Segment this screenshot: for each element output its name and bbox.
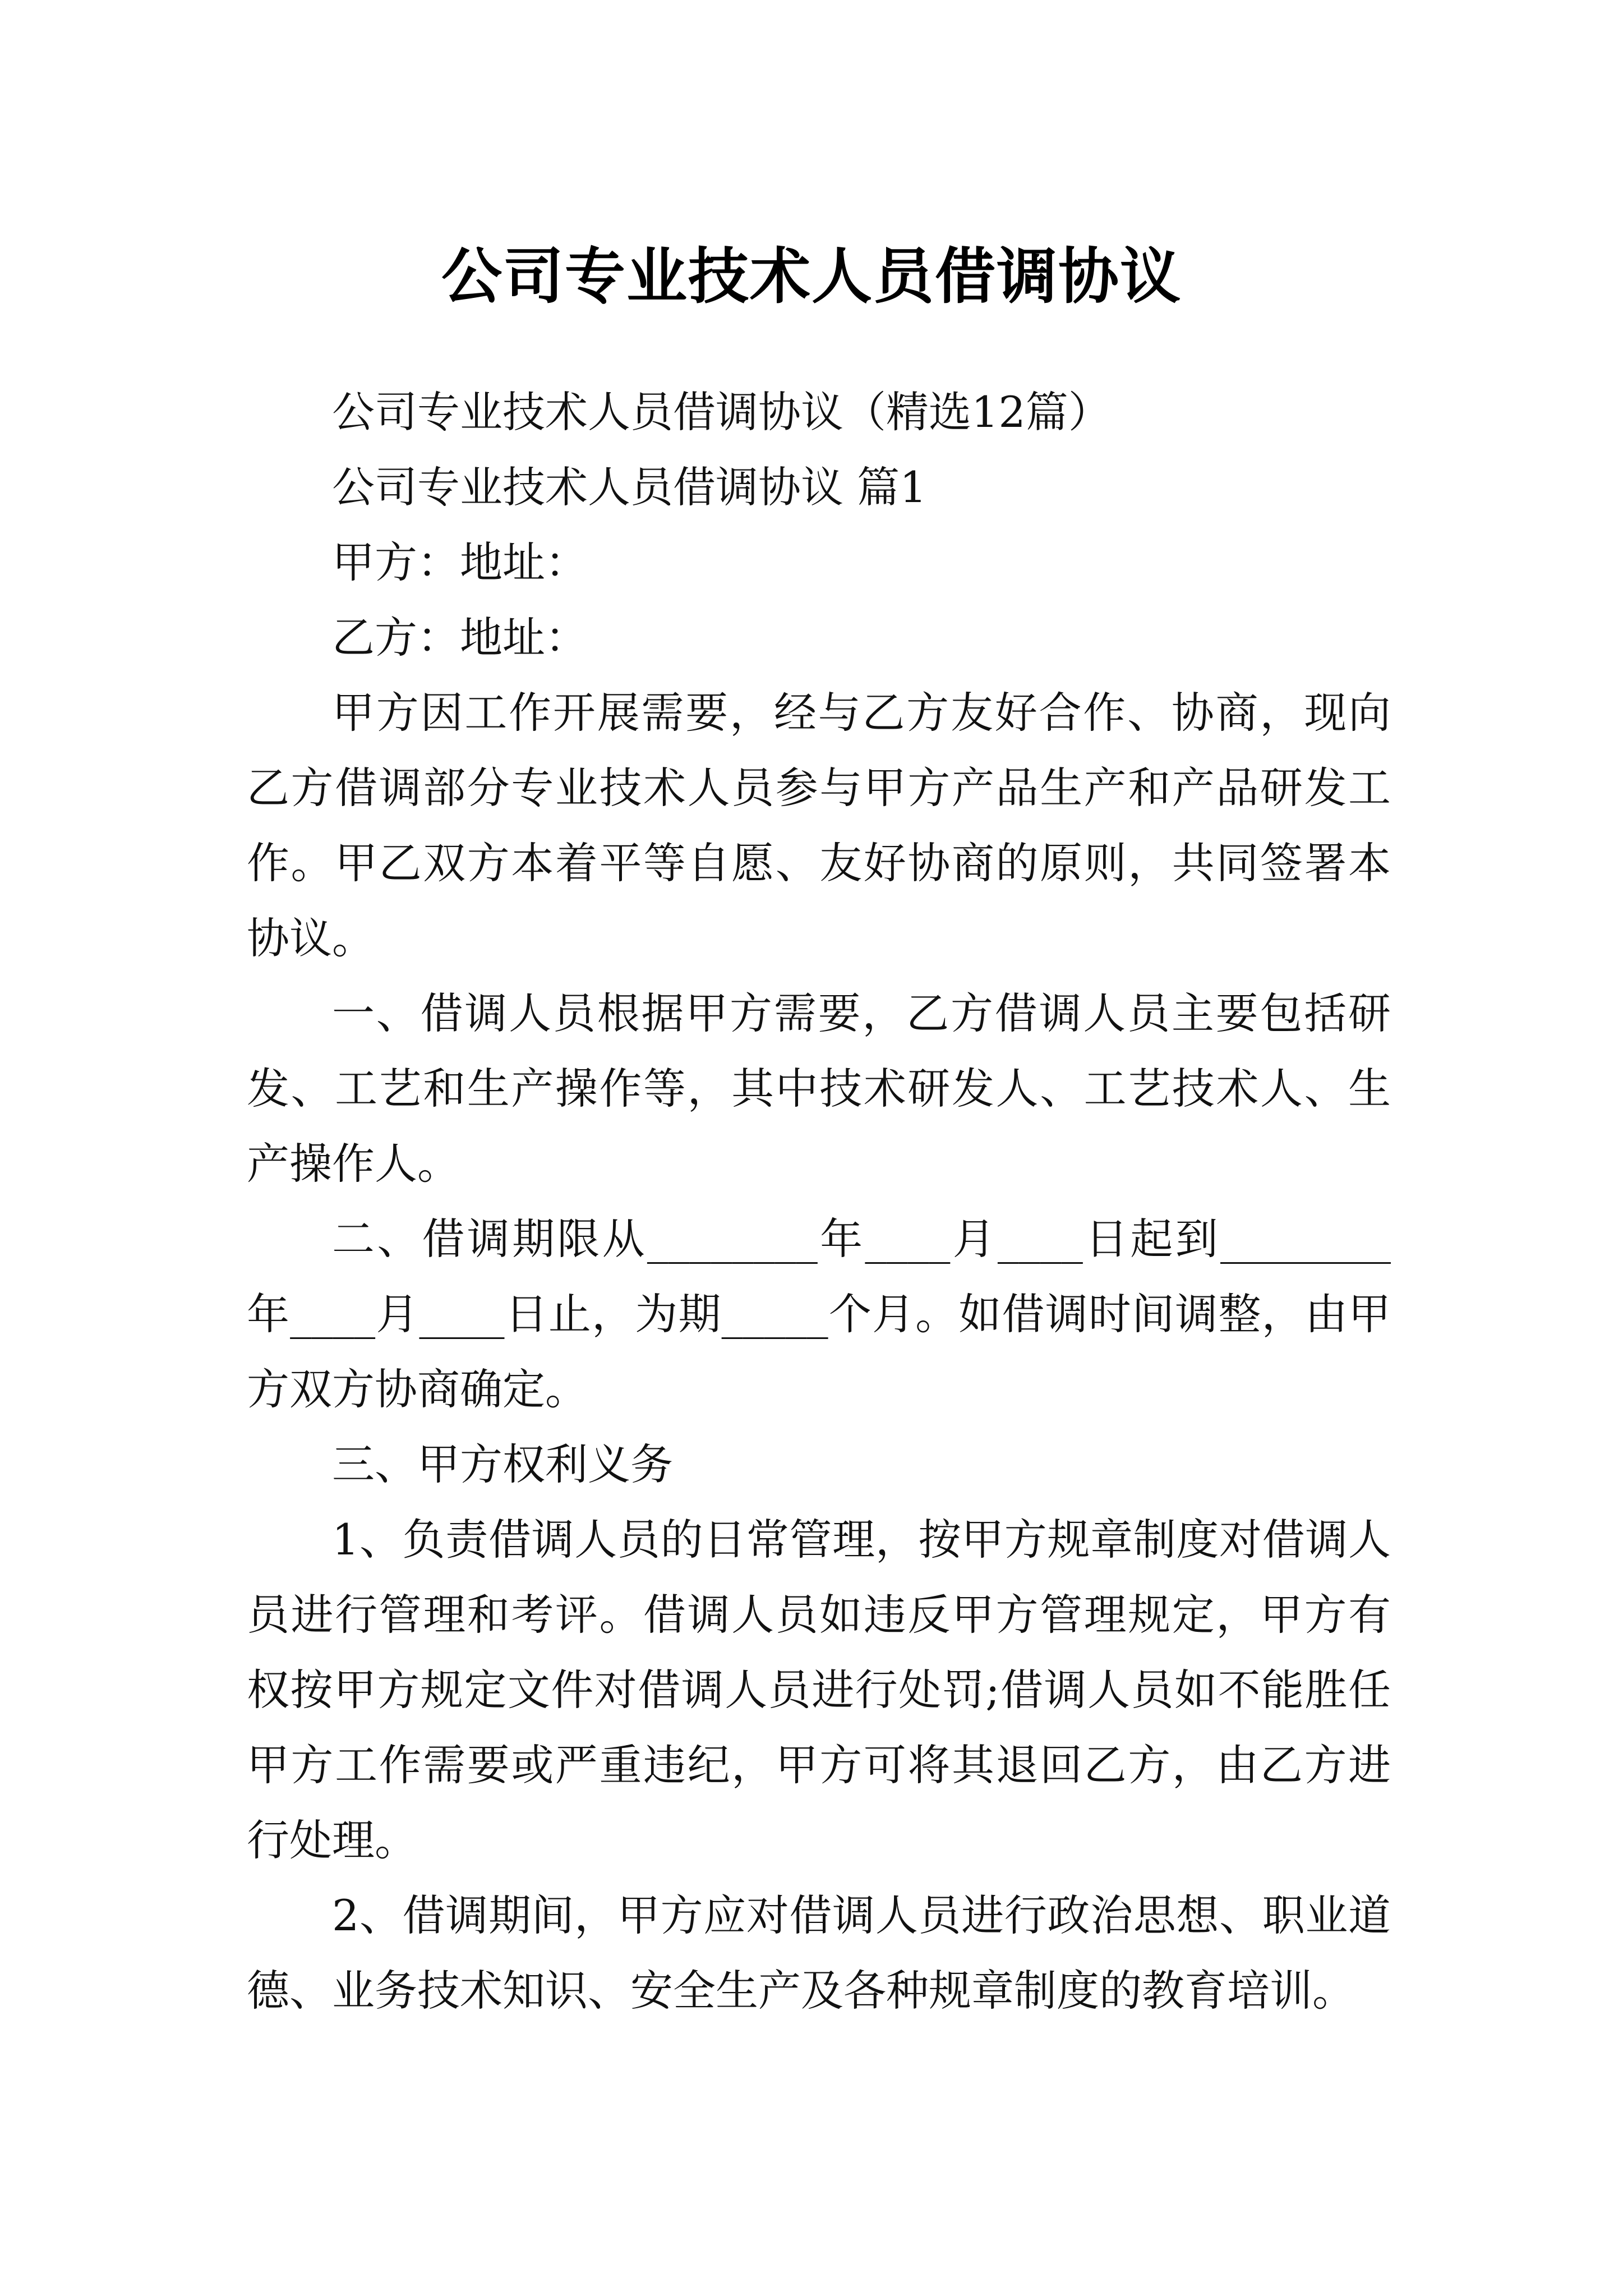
paragraph-subtitle: 公司专业技术人员借调协议（精选12篇） [332,387,1111,437]
document-body [247,375,1391,2028]
document-title: 公司专业技术人员借调协议 [441,242,1182,312]
paragraph-clause-1: 一、借调人员根据甲方需要，乙方借调人员主要包括研发、工艺和生产操作等，其中技术研发人、工艺技术人、生产操作人。 [247,988,1391,1189]
paragraph-clause-3-item-1: 1、负责借调人员的日常管理，按甲方规章制度对借调人员进行管理和考评。借调人员如违反甲方管理规定，甲方有权按甲方规定文件对借调人员进行处罚;借调人员如不能胜任甲方工作需要或严重违纪，甲方可将其退回乙方，由乙方进行处理。 [247,1515,1391,1865]
paragraph-clause-3-item-2: 2、借调期间，甲方应对借调人员进行政治思想、职业道德、业务技术知识、安全生产及各种规章制度的教育培训。 [247,1890,1391,2016]
paragraph-preamble: 甲方因工作开展需要，经与乙方友好合作、协商，现向乙方借调部分专业技术人员参与甲方产品生产和产品研发工作。甲乙双方本着平等自愿、友好协商的原则，共同签署本协议。 [247,688,1391,963]
paragraph-clause-2: 二、借调期限从________年____月____日起到________年____月____日止，为期_____个月。如借调时间调整，由甲方双方协商确定。 [247,1214,1391,1414]
paragraph-section-heading: 公司专业技术人员借调协议 篇1 [332,462,927,512]
paragraph-party-b: 乙方：地址： [332,613,588,662]
paragraph-party-a: 甲方：地址： [332,537,588,587]
paragraph-clause-3-heading: 三、甲方权利义务 [332,1439,673,1489]
